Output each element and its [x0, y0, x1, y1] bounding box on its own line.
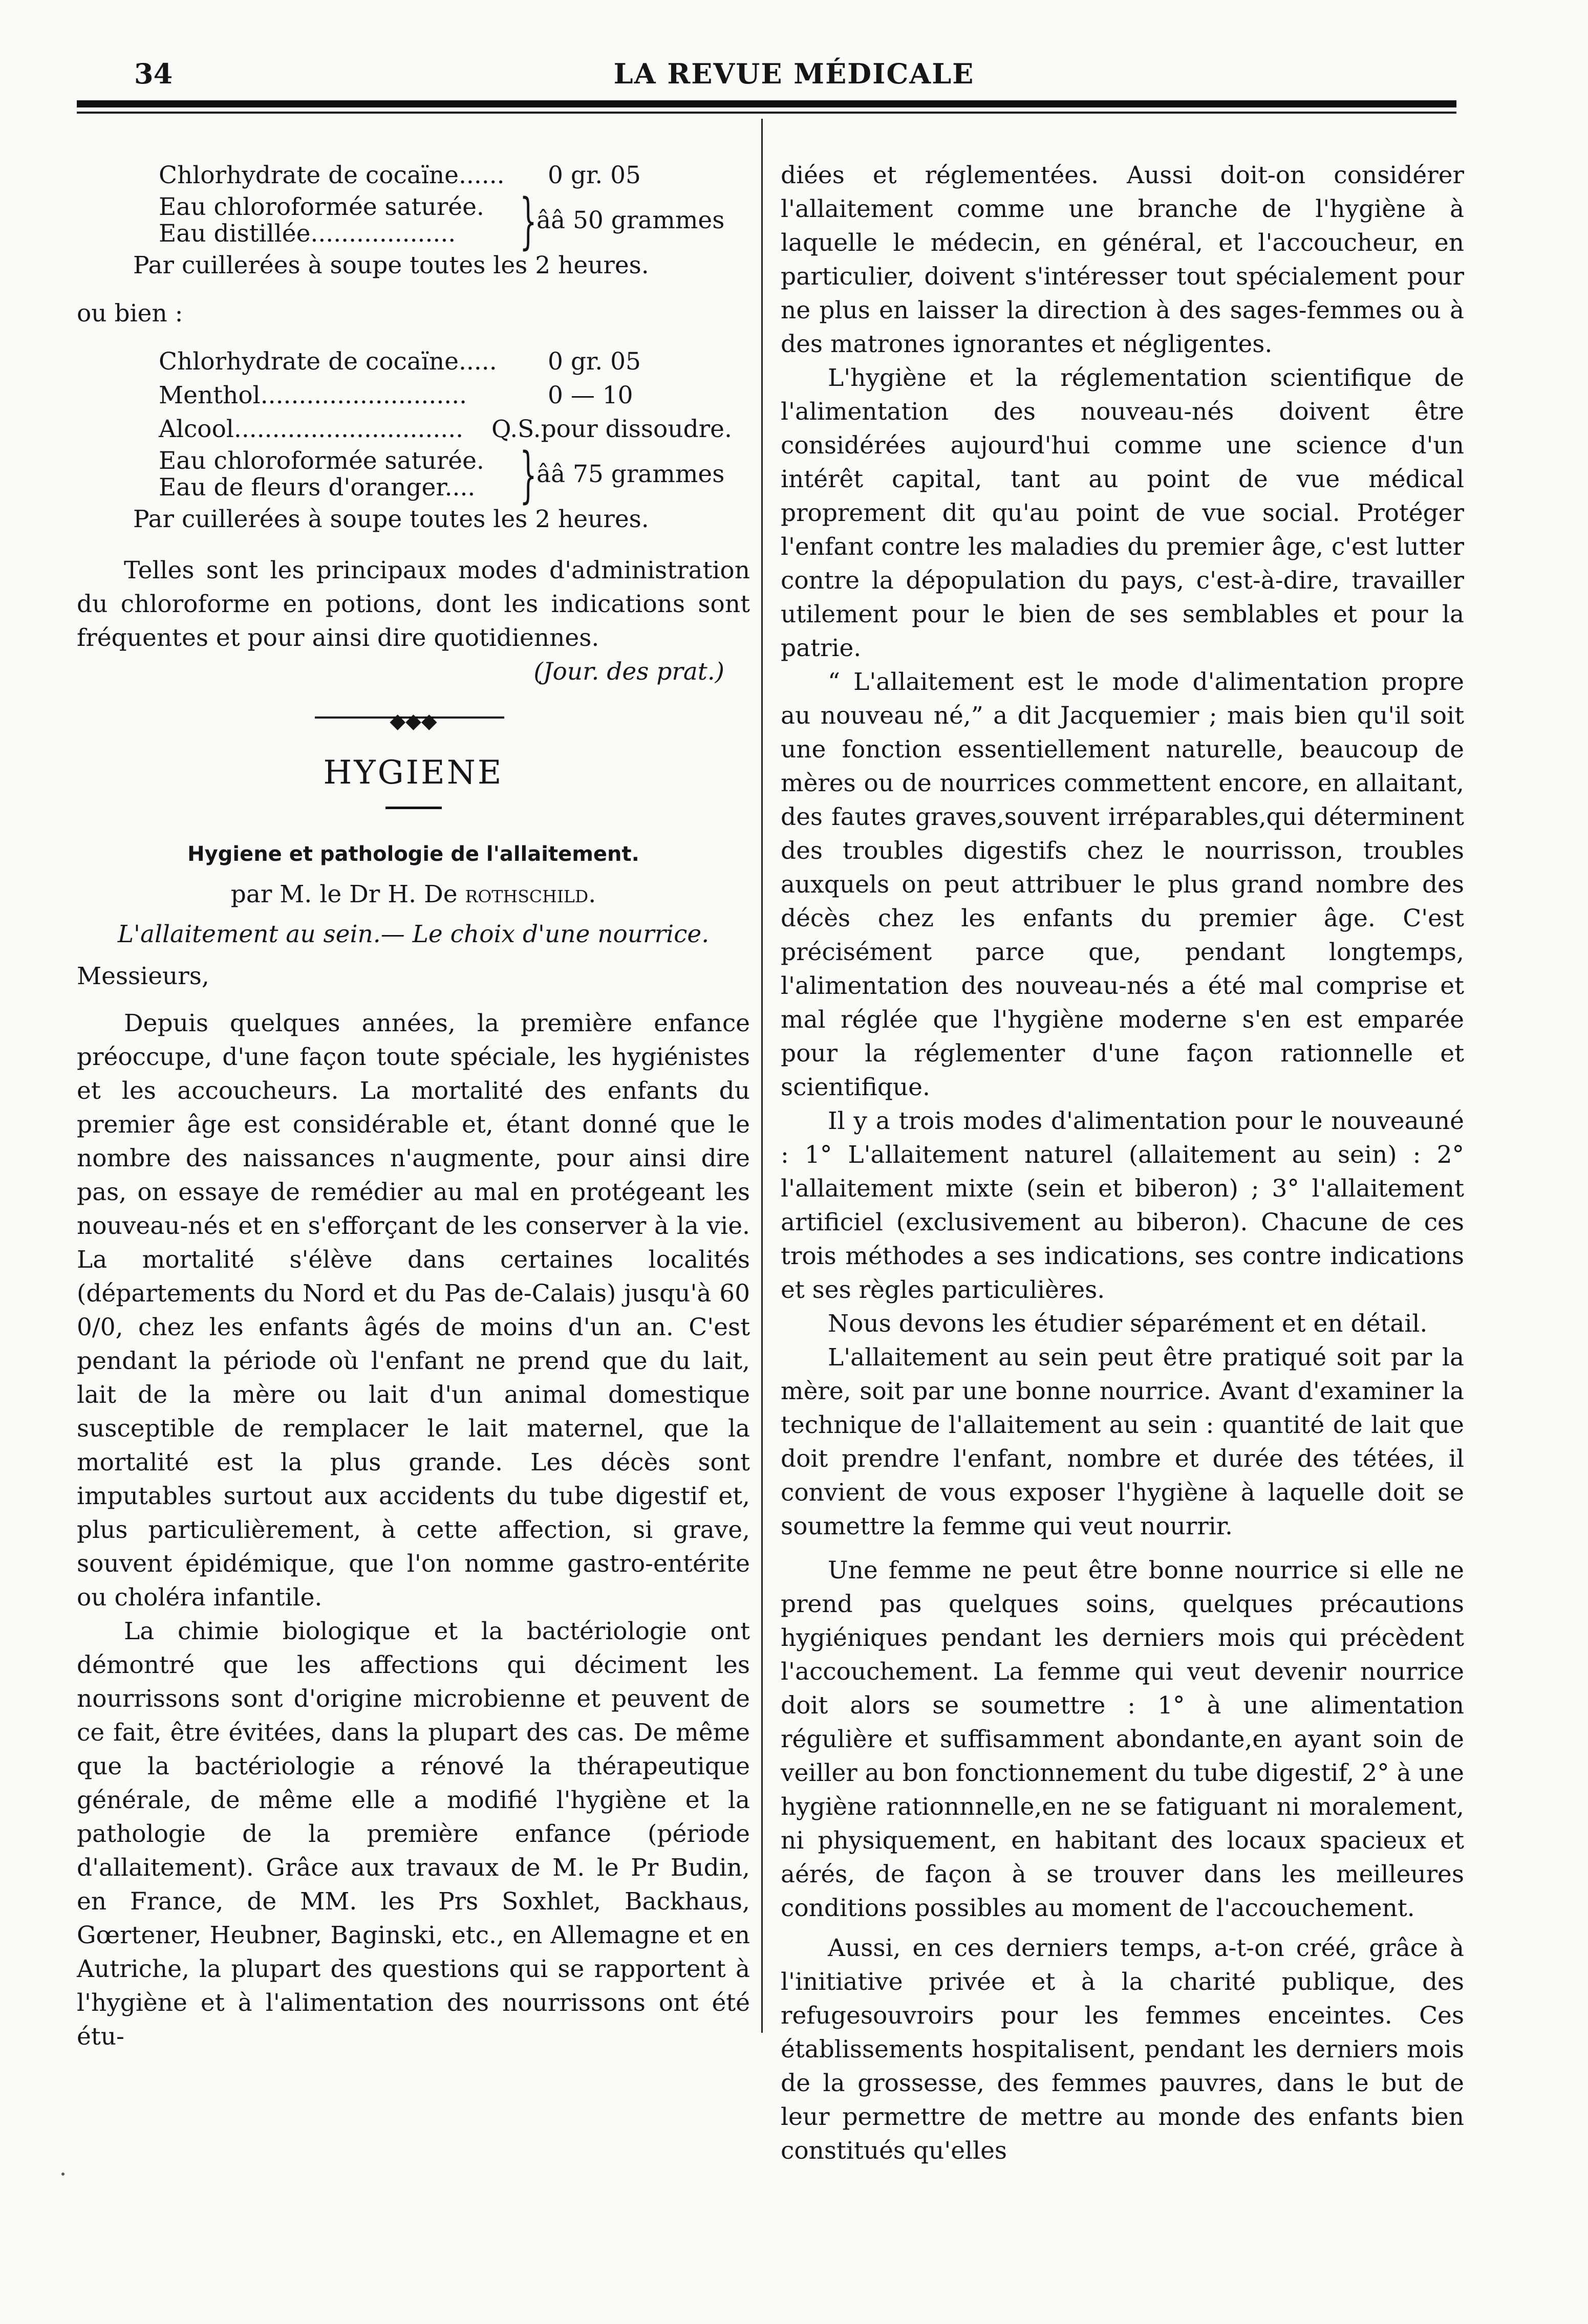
right-paragraph-4: Nous devons les étudier séparément et en détail.	[828, 1310, 1428, 1338]
rx2-brace-line-1: Eau chloroformée saturée.	[159, 447, 484, 475]
header-rule-thin	[77, 112, 1456, 114]
rx2-value-3: Q.S.pour dissoudre.	[491, 415, 732, 443]
rx2-value-2: 0 — 10	[548, 381, 633, 409]
ou-bien: ou bien :	[77, 299, 183, 328]
brace-icon: }	[520, 439, 537, 510]
rx1-brace-line-2: Eau distillée...................	[159, 220, 456, 248]
author-line	[77, 878, 750, 911]
rx1-dosage: Par cuillerées à soupe toutes les 2 heures.	[133, 251, 649, 279]
rx2-ingredient-1: Chlorhydrate de cocaïne.....	[159, 347, 497, 376]
left-paragraph-2: La chimie biologique et la bactériologie ont démontré que les affections qui déciment les nourrissons sont d'origine microbienne et peuvent de ce fait, être évitées, dans la plupart des cas. De même que la bactériologie a rénové la thérapeutique générale, de même elle a modifié l'hygiène et la pathologie de la première enfance (période d'allaitement). Grâce aux travaux de M. le Pr Budin, en France, de MM. les Prs Soxhlet, Backhaus, Gœrtener, Heubner, Baginski, etc., en Allemagne et en Autriche, la plupart des questions qui se rapportent à l'hygiène et à l'alimentation des nourrissons ont été étu-	[77, 1617, 750, 2051]
author-de: De	[424, 880, 458, 908]
rx2-brace-amount: ââ 75 grammes	[537, 460, 725, 488]
rx1-brace-group	[159, 185, 750, 256]
author-prefix: par M. le Dr H.	[230, 880, 424, 908]
brace-icon: }	[520, 185, 537, 256]
section-ornament	[77, 707, 750, 733]
subheading: L'allaitement au sein.— Le choix d'une nourrice.	[117, 920, 710, 948]
right-paragraph-7: Aussi, en ces derniers temps, a-t-on créé, grâce à l'initiative privée et à la charité publique, des refugesouvroirs pour les femmes enceintes. Ces établissements hospitalisent, pendant les derniers mois de la grossesse, des femmes pauvres, dans le but de leur permettre de mettre au monde des enfants bien constitués qu'elles	[781, 1934, 1464, 2165]
header-rule-thick	[77, 100, 1456, 107]
rx2-brace-group	[159, 439, 750, 510]
rx2-brace-line-2: Eau de fleurs d'oranger....	[159, 473, 476, 502]
journal-title: LA REVUE MÉDICALE	[613, 57, 975, 90]
right-column	[781, 159, 1464, 2168]
author-name: rothschild.	[457, 880, 596, 908]
column-divider	[761, 119, 763, 2033]
rx2-ingredient-3: Alcool..............................	[159, 415, 464, 443]
article-title: Hygiene et pathologie de l'allaitement.	[187, 842, 639, 866]
rx2-value-1: 0 gr. 05	[548, 347, 641, 376]
right-paragraph-2: “ L'allaitement est le mode d'alimentation propre au nouveau né,” a dit Jacquemier ; mais bien qu'il soit une fonction essentiellement naturelle, beaucoup de mères ou de nourrices commettent encore, en allaitant, des fautes graves,souvent irréparables,qui déterminent des troubles digestifs chez le nourrisson, troubles auxquels on peut attribuer le plus grand nombre des décès chez les enfants du premier âge. C'est précisément parce que, pendant longtemps, l'alimentation des nouveau-nés a été mal comprise et mal réglée que l'hygiène moderne s'en est emparée pour la réglementer d'une façon rationnelle et scientifique.	[781, 668, 1464, 1101]
reference: (Jour. des prat.)	[533, 658, 724, 686]
left-paragraph-1: Depuis quelques années, la première enfance préoccupe, d'une façon toute spéciale, les hygiénistes et les accoucheurs. La mortalité des enfants du premier âge est considérable et, étant donné que le nombre des naissances n'augmente, pour ainsi dire pas, on essaye de remédier au mal en protégeant les nouveau-nés et en s'efforçant de les conserver à la vie. La mortalité s'élève dans certaines localités (départements du Nord et du Pas de-Calais) jusqu'à 60 0/0, chez les enfants âgés de moins d'un an. C'est pendant la période où l'enfant ne prend que du lait, lait de la mère ou lait d'un animal domestique susceptible de remplacer le lait maternel, que la mortalité est la plus grande. Les décès sont imputables surtout aux accidents du tube digestif et, plus particulièrement, à cette affection, si grave, souvent épidémique, que l'on nomme gastro-entérite ou choléra infantile.	[77, 1009, 750, 1612]
right-paragraph-6: Une femme ne peut être bonne nourrice si elle ne prend pas quelques soins, quelques précautions hygiéniques pendant les derniers mois qui précèdent l'accouchement. La femme qui veut devenir nourrice doit alors se soumettre : 1° à une alimentation régulière et suffisamment abondante,en ayant soin de veiller au bon fonctionnement du tube digestif, 2° à une hygiène rationnnelle,en ne se fatiguant ni moralement, ni physiquement, en habitant des locaux spacieux et aérés, de façon à se trouver dans les meilleures conditions possibles au moment de l'accouchement.	[781, 1556, 1464, 1922]
right-paragraph-5: L'allaitement au sein peut être pratiqué soit par la mère, soit par une bonne nourrice. Avant d'examiner la technique de l'allaitement au sein : quantité de lait que doit prendre l'enfant, nombre et durée des tétées, il convient de vous exposer l'hygiène à laquelle doit se soumettre la femme qui veut nourrir.	[781, 1343, 1464, 1540]
title-rule	[385, 807, 442, 809]
section-title: HYGIENE	[323, 754, 504, 792]
print-speck	[61, 2173, 65, 2176]
rx2-dosage: Par cuillerées à soupe toutes les 2 heures.	[133, 505, 649, 533]
right-paragraph-3: Il y a trois modes d'alimentation pour le nouveauné : 1° L'allaitement naturel (allaitement au sein) : 2° l'allaitement mixte (sein et biberon) ; 3° l'allaitement artificiel (exclusivement au biberon). Chacune de ces trois méthodes a ses indications, ses contre indications et ses règles particulières.	[781, 1107, 1464, 1304]
rx1-brace-amount: ââ 50 grammes	[537, 206, 725, 234]
ornament-icon: ◆◆◆	[390, 709, 437, 733]
right-paragraph-0: diées et réglementées. Aussi doit-on considérer l'allaitement comme une branche de l'hygiène à laquelle le médecin, en général, et l'accoucheur, en particulier, doivent s'intéresser tout spécialement pour ne plus en laisser la direction à des sages-femmes ou à des matrones ignorantes et négligentes.	[781, 161, 1464, 358]
rx1-brace-line-1: Eau chloroformée saturée.	[159, 193, 484, 221]
page-number: 34	[134, 57, 173, 90]
rx1-ingredient-1: Chlorhydrate de cocaïne......	[159, 161, 505, 189]
left-column	[77, 159, 750, 2054]
rx2-ingredient-2: Menthol...........................	[159, 381, 467, 409]
closing-paragraph: Telles sont les principaux modes d'administration du chloroforme en potions, dont les indications sont fréquentes et pour ainsi dire quotidiennes.	[77, 556, 750, 652]
salutation: Messieurs,	[77, 962, 209, 990]
prescription-2	[159, 345, 750, 446]
prescription-1	[159, 159, 750, 192]
right-paragraph-1: L'hygiène et la réglementation scientifique de l'alimentation des nouveau-nés doivent être considérées aujourd'hui comme une science d'un intérêt capital, tant au point de vue médical proprement dit qu'au point de vue social. Protéger l'enfant contre les maladies du premier âge, c'est lutter contre la dépopulation du pays, c'est-à-dire, travailler utilement pour le bien de ses semblables et pour la patrie.	[781, 364, 1464, 662]
rx1-value-1: 0 gr. 05	[548, 161, 641, 189]
